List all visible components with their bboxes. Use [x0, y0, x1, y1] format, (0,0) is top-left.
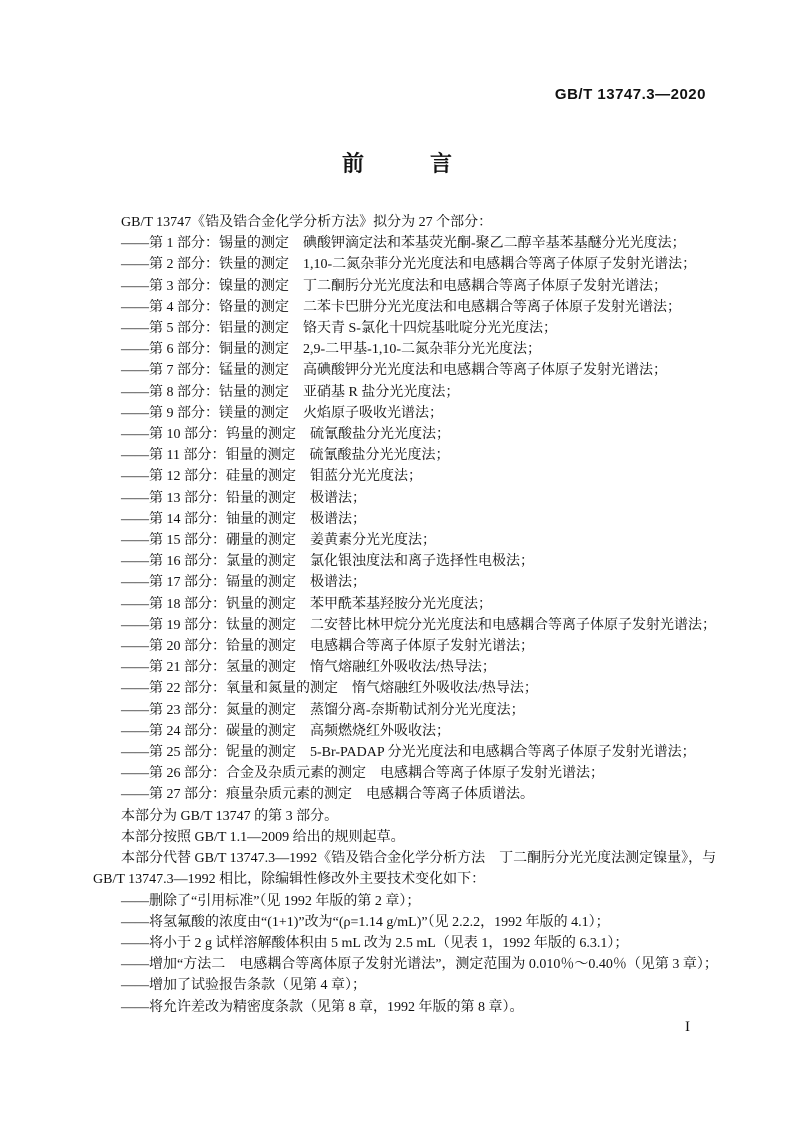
paragraph-rules: 本部分按照 GB/T 1.1—2009 给出的规则起草。: [121, 829, 405, 845]
part-list-item: ——第 18 部分：钒量的测定 苯甲酰苯基羟胺分光光度法；: [121, 596, 492, 612]
part-list-item: ——第 14 部分：铀量的测定 极谱法；: [121, 511, 366, 527]
part-list-item: ——第 11 部分：钼量的测定 硫氰酸盐分光光度法；: [121, 448, 450, 464]
page-number: I: [685, 1019, 690, 1035]
change-list-item: ——将允许差改为精密度条款（见第 8 章，1992 年版的第 8 章）。: [121, 999, 524, 1015]
change-list-item: ——将小于 2 g 试样溶解酸体积由 5 mL 改为 2.5 mL（见表 1，1992 年版的 6.3.1）；: [121, 935, 629, 951]
change-list-item: ——增加“方法二 电感耦合等离体原子发射光谱法”，测定范围为 0.010％～0.40％（见第 3 章）；: [121, 957, 718, 973]
foreword-body: [93, 212, 718, 1018]
paragraph-part3: 本部分为 GB/T 13747 的第 3 部分。: [121, 808, 339, 824]
part-list-item: ——第 6 部分：铜量的测定 2,9-二甲基-1,10-二氮杂菲分光光度法；: [121, 342, 541, 358]
part-list-item: ——第 17 部分：镉量的测定 极谱法；: [121, 575, 366, 591]
part-list-item: ——第 9 部分：镁量的测定 火焰原子吸收光谱法；: [121, 405, 443, 421]
part-list-item: ——第 8 部分：钴量的测定 亚硝基 R 盐分光光度法；: [121, 384, 460, 400]
part-list-item: ——第 21 部分：氢量的测定 惰气熔融红外吸收法/热导法；: [121, 660, 496, 676]
part-list-item: ——第 16 部分：氯量的测定 氯化银浊度法和离子选择性电极法；: [121, 554, 534, 570]
page-title: 前 言: [341, 151, 452, 176]
part-list-item: ——第 12 部分：硅量的测定 钼蓝分光光度法；: [121, 469, 422, 485]
parts-list: [93, 233, 716, 805]
change-list-item: ——将氢氟酸的浓度由“(1+1)”改为“(ρ=1.14 g/mL)”（见 2.2.2，1992 年版的 4.1）；: [121, 914, 610, 930]
part-list-item: ——第 13 部分：铅量的测定 极谱法；: [121, 490, 366, 506]
part-list-item: ——第 25 部分：铌量的测定 5-Br-PADAP 分光光度法和电感耦合等离子体原子发射光谱法；: [121, 745, 696, 761]
part-list-item: ——第 5 部分：铝量的测定 铬天青 S-氯化十四烷基吡啶分光光度法；: [121, 321, 557, 337]
part-list-item: ——第 24 部分：碳量的测定 高频燃烧红外吸收法；: [121, 723, 450, 739]
part-list-item: ——第 7 部分：锰量的测定 高碘酸钾分光光度法和电感耦合等离子体原子发射光谱法；: [121, 363, 667, 379]
part-list-item: ——第 20 部分：铪量的测定 电感耦合等离子体原子发射光谱法；: [121, 639, 534, 655]
part-list-item: ——第 23 部分：氮量的测定 蒸馏分离-奈斯勒试剂分光光度法；: [121, 702, 525, 718]
changes-list: [93, 891, 718, 1018]
part-list-item: ——第 27 部分：痕量杂质元素的测定 电感耦合等离子体质谱法。: [121, 787, 534, 803]
paragraph-replace-line1: 本部分代替 GB/T 13747.3—1992《锆及锆合金化学分析方法 丁二酮肟分光光度法测定镍量》，与: [121, 851, 717, 867]
standard-code-header: GB/T 13747.3—2020: [554, 86, 706, 103]
change-list-item: ——增加了试验报告条款（见第 4 章）；: [121, 978, 366, 994]
foreword-intro: GB/T 13747《锆及锆合金化学分析方法》拟分为 27 个部分：: [121, 215, 493, 230]
part-list-item: ——第 19 部分：钛量的测定 二安替比林甲烷分光光度法和电感耦合等离子体原子发射光谱法；: [121, 617, 716, 633]
part-list-item: ——第 4 部分：铬量的测定 二苯卡巴肼分光光度法和电感耦合等离子体原子发射光谱法；: [121, 299, 681, 315]
part-list-item: ——第 2 部分：铁量的测定 1,10-二氮杂菲分光光度法和电感耦合等离子体原子发射光谱法；: [121, 257, 697, 273]
part-list-item: ——第 3 部分：镍量的测定 丁二酮肟分光光度法和电感耦合等离子体原子发射光谱法；: [121, 278, 667, 294]
part-list-item: ——第 26 部分：合金及杂质元素的测定 电感耦合等离子体原子发射光谱法；: [121, 766, 604, 782]
paragraph-replace-line2: GB/T 13747.3—1992 相比，除编辑性修改外主要技术变化如下：: [93, 872, 486, 888]
part-list-item: ——第 22 部分：氧量和氮量的测定 惰气熔融红外吸收法/热导法；: [121, 681, 538, 697]
part-list-item: ——第 10 部分：钨量的测定 硫氰酸盐分光光度法；: [121, 427, 450, 443]
part-list-item: ——第 15 部分：硼量的测定 姜黄素分光光度法；: [121, 533, 436, 549]
part-list-item: ——第 1 部分：锡量的测定 碘酸钾滴定法和苯基荧光酮-聚乙二醇辛基苯基醚分光光度法；: [121, 236, 686, 252]
change-list-item: ——删除了“引用标准”（见 1992 年版的第 2 章）；: [121, 893, 421, 909]
